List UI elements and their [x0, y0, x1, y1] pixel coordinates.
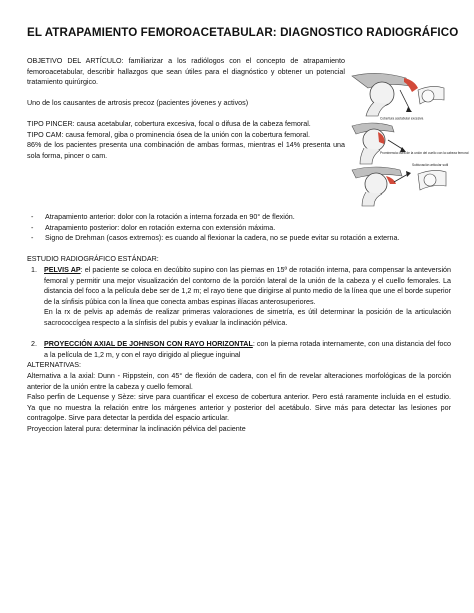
subluxation-panel — [352, 167, 446, 206]
list-item: - Signo de Drehman (casos extremos): es cuando al flexionar la cadera, no se puede evitar su rotación a externa. — [31, 234, 400, 243]
figure-label-1: Cobertura acetabular excesiva — [380, 116, 424, 121]
alternatives-heading: ALTERNATIVAS: — [27, 361, 81, 370]
objective-paragraph: OBJETIVO DEL ARTÍCULO: familiarizar a los radiólogos con el concepto de atrapamiento femoroacetabular, describir hallazgos que sean útiles para el diagnóstico y obtener un potencial tratamiento quirúrgico. — [27, 57, 345, 86]
alternatives-paragraph-1: Alternativa a la axial: Dunn - Rippstein, con 45° de flexión de cadera, con el fin de revelar alteraciones morfológicas de la porción anterior de la unión entre la cabeza y cuello femoral. — [27, 371, 451, 391]
study-list — [27, 265, 451, 360]
alternatives-paragraph-2: Falso perfin de Lequense y Sèze: sirve para cuantificar el exceso de cobertura anterior. Pero está raramente incluida en el estudio. Ya que no muestra la relación entre los márgenes anterior y posterior del acetábulo. Sirve más para detectar las lesiones por contragolpe. Sirve para detectar la perdida del espacio articular. — [27, 393, 451, 423]
hip-illustration — [348, 70, 469, 208]
list-item: - Atrapamiento posterior: dolor en rotación externa con extensión máxima. — [31, 223, 276, 232]
johnson-title: PROYECCIÓN AXIAL DE JOHNSON CON RAYO HORIZONTAL — [44, 340, 253, 349]
cause-paragraph: Uno de los causantes de artrosis precoz (pacientes jóvenes y activos) — [27, 99, 249, 107]
pincer-paragraph: TIPO PINCER: causa acetabular, cobertura excesiva, focal o difusa de la cabeza femoral. — [27, 120, 311, 128]
figure-label-2: Prominencia ósea de la unión del cuello con la cabeza femoral — [380, 151, 469, 155]
hip-diagram — [348, 70, 469, 208]
pincer-panel — [352, 73, 444, 116]
study-heading: ESTUDIO RADIOGRÁFICO ESTÁNDAR: — [27, 255, 159, 264]
list-item: 2. PROYECCIÓN AXIAL DE JOHNSON CON RAYO HORIZONTAL: con la pierna rotada internamente, con una distancia del foco a la película de 1,2 m, y con el rayo dirigido al pliegue inguinal — [31, 340, 451, 359]
pelvis-ap-title: PELVIS AP — [44, 265, 81, 274]
symptom-list — [27, 212, 451, 244]
stat-paragraph: 86% de los pacientes presenta una combinación de ambas formas, mientras el 14% presenta una sola forma, pincer o cam. — [27, 141, 345, 160]
cam-panel — [352, 123, 406, 164]
main-body — [27, 212, 451, 434]
list-item: 1. PELVIS AP: el paciente se coloca en decúbito supino con las piernas en 15º de rotación interna, para compensar la anteversión femoral y permitir una mejor visualización del contorno de la porción lateral de la unión de la cabeza y el cuello femorales. La distancia del foco a la película debe ser de 1,2 m; el rayo tiene que dirigirse al punto medio de la línea que une el borde superior de la sínfisis púbica con la línea que conecta ambas espinas ilíacas anterosuperiores. En la rx de pelvis ap además de realizar primeras valoraciones de simetría, es útil determinar la posición de la articulación sacrococcígea respecto a la sínfisis del pubis y evaluar la inclinación pélvica. — [31, 265, 451, 327]
pelvis-ap-note: En la rx de pelvis ap además de realizar primeras valoraciones de simetría, es útil determinar la posición de la articulación sacrococcígea respecto a la sínfisis del pubis y evaluar la inclinación pélvica. — [44, 308, 451, 327]
list-item: - Atrapamiento anterior: dolor con la rotación a interna forzada en 90° de flexión. — [31, 213, 295, 221]
document-title: EL ATRAPAMIENTO FEMOROACETABULAR: DIAGNOSTICO RADIOGRÁFICO — [27, 26, 459, 39]
alternatives-paragraph-3: Proyeccion lateral pura: determinar la inclinación pélvica del paciente — [27, 424, 246, 433]
cam-paragraph: TIPO CAM: causa femoral, giba o prominencia ósea de la unión con la cobertura femoral. — [27, 130, 310, 139]
intro-section — [27, 56, 345, 161]
figure-label-3: Subluxación articular sutil — [412, 163, 449, 167]
